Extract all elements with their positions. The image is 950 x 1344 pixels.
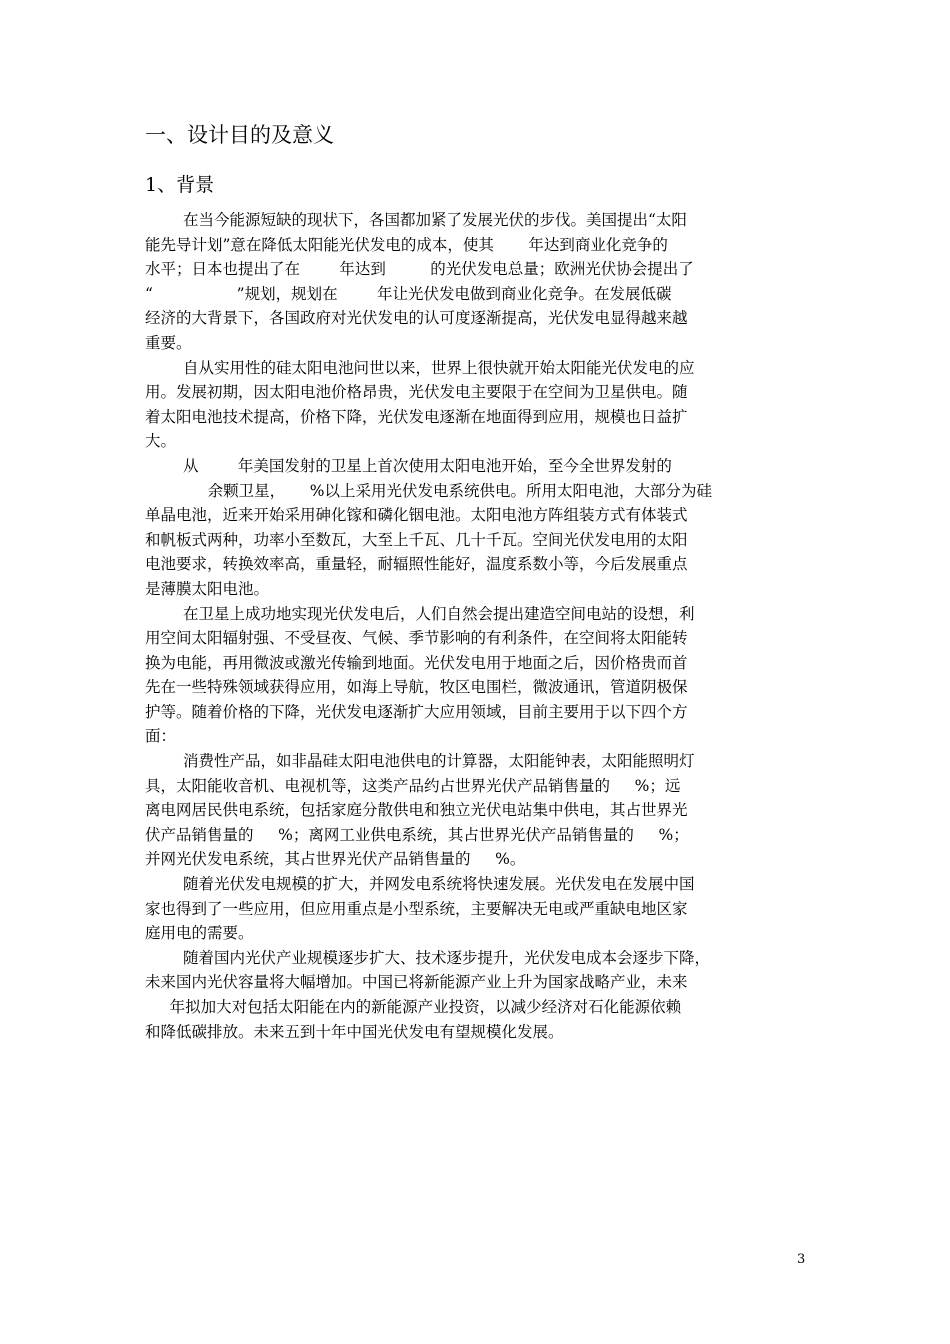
text-line: 在卫星上成功地实现光伏发电后，人们自然会提出建造空间电站的设想，利 — [183, 604, 695, 623]
text-line: 水平；日本也提出了在 年达到 的光伏发电总量；欧洲光伏协会提出了 — [145, 260, 694, 279]
text-line: 并网光伏发电系统，其占世界光伏产品销售量的 %。 — [145, 850, 526, 869]
paragraph — [145, 602, 810, 750]
text-line: 先在一些特殊领域获得应用，如海上导航，牧区电围栏，微波通讯，管道阴极保 — [145, 678, 688, 697]
document-body — [145, 118, 810, 1044]
text-line: 自从实用性的硅太阳电池问世以来，世界上很快就开始太阳能光伏发电的应 — [183, 358, 695, 377]
text-line: 随着光伏发电规模的扩大，并网发电系统将快速发展。光伏发电在发展中国 — [183, 875, 695, 894]
text-line: 单晶电池，近来开始采用砷化镓和磷化铟电池。太阳电池方阵组装方式有体装式 — [145, 506, 688, 525]
text-line: 面： — [145, 727, 177, 746]
text-line: 大。 — [145, 432, 177, 451]
paragraph — [145, 872, 810, 946]
text-line: 消费性产品，如非晶硅太阳电池供电的计算器，太阳能钟表，太阳能照明灯 — [183, 752, 695, 771]
text-line: 换为电能，再用微波或激光传输到地面。光伏发电用于地面之后，因价格贵而首 — [145, 653, 688, 672]
text-line: 和帆板式两种，功率小至数瓦，大至上千瓦、几十千瓦。空间光伏发电用的太阳 — [145, 530, 688, 549]
text-line: 着太阳电池技术提高，价格下降，光伏发电逐渐在地面得到应用，规模也日益扩 — [145, 407, 688, 426]
text-line: 用。发展初期，因太阳电池价格昂贵，光伏发电主要限于在空间为卫星供电。随 — [145, 383, 688, 402]
text-line: 用空间太阳辐射强、不受昼夜、气候、季节影响的有利条件，在空间将太阳能转 — [145, 629, 688, 648]
paragraph — [145, 946, 810, 1044]
text-line: 电池要求，转换效率高，重量轻，耐辐照性能好，温度系数小等，今后发展重点 — [145, 555, 688, 574]
text-line: 庭用电的需要。 — [145, 924, 254, 943]
text-line: 重要。 — [145, 333, 192, 352]
text-line: 家也得到了一些应用，但应用重点是小型系统，主要解决无电或严重缺电地区家 — [145, 899, 688, 918]
text-line: 伏产品销售量的 %；离网工业供电系统，其占世界光伏产品销售量的 %； — [145, 825, 689, 844]
text-line: 和降低碳排放。未来五到十年中国光伏发电有望规模化发展。 — [145, 1022, 564, 1041]
paragraph — [145, 454, 810, 602]
text-line: 从 年美国发射的卫星上首次使用太阳电池开始，至今全世界发射的 — [183, 456, 672, 475]
text-line: 年拟加大对包括太阳能在内的新能源产业投资，以减少经济对石化能源依赖 — [145, 998, 682, 1016]
text-line: 余颗卫星， %以上采用光伏发电系统供电。所用太阳电池，大部分为硅 — [183, 481, 713, 500]
paragraph — [145, 356, 810, 454]
paragraph — [145, 208, 810, 356]
text-line: 是薄膜太阳电池。 — [145, 579, 270, 598]
subsection-heading: 1、背景 — [145, 174, 215, 196]
text-line: 护等。随着价格的下降，光伏发电逐渐扩大应用领域，目前主要用于以下四个方 — [145, 702, 688, 721]
text-line: 未来国内光伏容量将大幅增加。中国已将新能源产业上升为国家战略产业，未来 — [145, 973, 688, 992]
text-line: 能先导计划”意在降低太阳能光伏发电的成本，使其 年达到商业化竞争的 — [145, 235, 668, 254]
text-line: 离电网居民供电系统，包括家庭分散供电和独立光伏电站集中供电，其占世界光 — [145, 801, 688, 820]
section-heading: 一、设计目的及意义 — [145, 123, 334, 147]
text-line: 在当今能源短缺的现状下，各国都加紧了发展光伏的步伐。美国提出“太阳 — [183, 211, 687, 229]
text-line: 随着国内光伏产业规模逐步扩大、技术逐步提升，光伏发电成本会逐步下降， — [183, 948, 711, 967]
text-line: 经济的大背景下，各国政府对光伏发电的认可度逐渐提高，光伏发电显得越来越 — [145, 309, 688, 328]
paragraph — [145, 749, 810, 872]
page-number: 3 — [797, 1252, 806, 1267]
text-line: “ ”规划，规划在 年让光伏发电做到商业化竞争。在发展低碳 — [145, 284, 672, 303]
text-line: 具，太阳能收音机、电视机等，这类产品约占世界光伏产品销售量的 %；远 — [145, 776, 681, 795]
